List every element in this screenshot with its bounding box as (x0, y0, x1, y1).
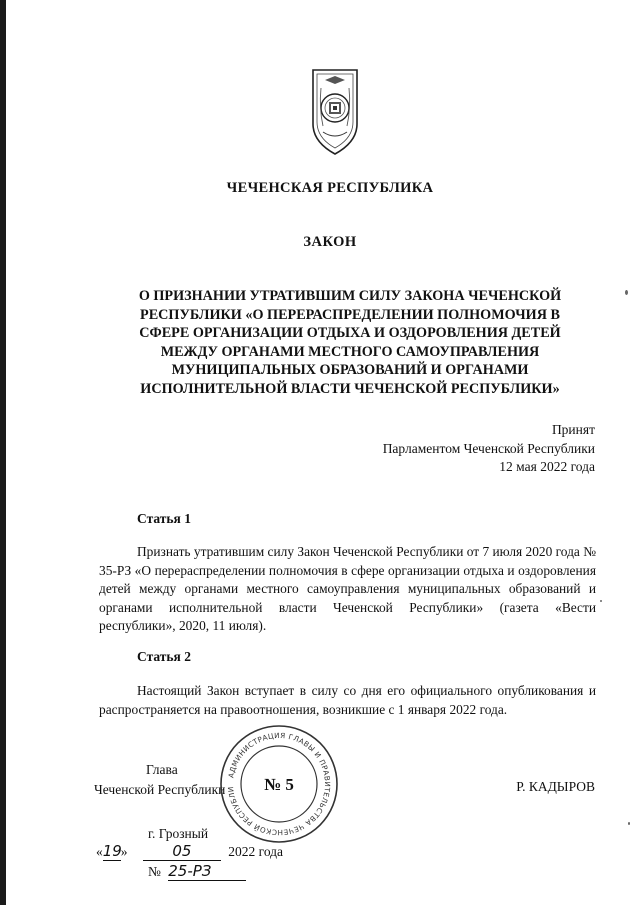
stamp-ring-text: АДМИНИСТРАЦИЯ ГЛАВЫ И ПРАВИТЕЛЬСТВА ЧЕЧЕНСКОЙ РЕСПУБЛИ (225, 730, 333, 838)
law-title-line: МУНИЦИПАЛЬНЫХ ОБРАЗОВАНИЙ И ОРГАНАМИ (171, 362, 529, 378)
position-line-1: Глава (146, 762, 178, 777)
stamp-number: № 5 (264, 775, 294, 794)
law-title-line: О ПРИЗНАНИИ УТРАТИВШИМ СИЛУ ЗАКОНА ЧЕЧЕНСКОЙ (138, 288, 562, 304)
article-1-body: Признать утратившим силу Закон Чеченской Республики от 7 июля 2020 года № 35-РЗ «О перераспределении полномочия в сфере организации отдыха и оздоровления детей между органами местного самоуправления муниципальных образований и органами исполнительной власти Чеченской Республики» (газета «Вести республики», 2020, 11 июля). (99, 544, 596, 634)
quote-close: » (120, 844, 128, 859)
number-prefix: № (148, 864, 161, 879)
official-stamp (218, 723, 340, 845)
law-title-line: МЕЖДУ ОРГАНАМИ МЕСТНОГО САМОУПРАВЛЕНИЯ (160, 343, 540, 360)
position-line-2: Чеченской Республики (94, 782, 226, 797)
document-type-heading: ЗАКОН (303, 234, 357, 250)
scan-speck (628, 822, 630, 825)
article-2-text (99, 682, 596, 719)
scan-speck (600, 600, 602, 602)
article-2-heading: Статья 2 (137, 649, 191, 664)
adoption-body: Парламентом Чеченской Республики (382, 440, 595, 456)
signatory-name: Р. КАДЫРОВ (516, 779, 595, 794)
signing-date (96, 842, 283, 861)
adoption-block (383, 421, 595, 477)
republic-heading: ЧЕЧЕНСКАЯ РЕСПУБЛИКА (226, 180, 434, 196)
handwritten-day: 19 (102, 842, 122, 860)
law-title-line: ИСПОЛНИТЕЛЬНОЙ ВЛАСТИ ЧЕЧЕНСКОЙ РЕСПУБЛИКИ» (140, 380, 560, 397)
law-number (148, 862, 246, 881)
law-title-line: СФЕРЕ ОРГАНИЗАЦИИ ОТДЫХА И ОЗДОРОВЛЕНИЯ ДЕТЕЙ (139, 325, 561, 341)
page-left-edge (0, 0, 6, 905)
law-title (100, 287, 600, 398)
quote-open: « (96, 844, 103, 859)
adoption-word: Принят (551, 422, 595, 437)
article-1-heading: Статья 1 (137, 511, 191, 526)
handwritten-number: 25-РЗ (168, 862, 246, 881)
coat-of-arms-emblem (303, 58, 367, 162)
signatory-position (94, 760, 225, 800)
handwritten-month: 05 (143, 842, 221, 861)
scan-speck (625, 290, 628, 295)
adoption-date: 12 мая 2022 года (499, 459, 595, 474)
article-1-text (99, 543, 596, 636)
place-of-signing: г. Грозный (148, 826, 209, 841)
year-text: 2022 года (228, 844, 284, 859)
article-2-body: Настоящий Закон вступает в силу со дня его официального опубликования и распространяется на правоотношения, возникшие с 1 января 2022 года. (99, 683, 596, 717)
law-title-line: РЕСПУБЛИКИ «О ПЕРЕРАСПРЕДЕЛЕНИИ ПОЛНОМОЧИЯ В (140, 306, 560, 323)
